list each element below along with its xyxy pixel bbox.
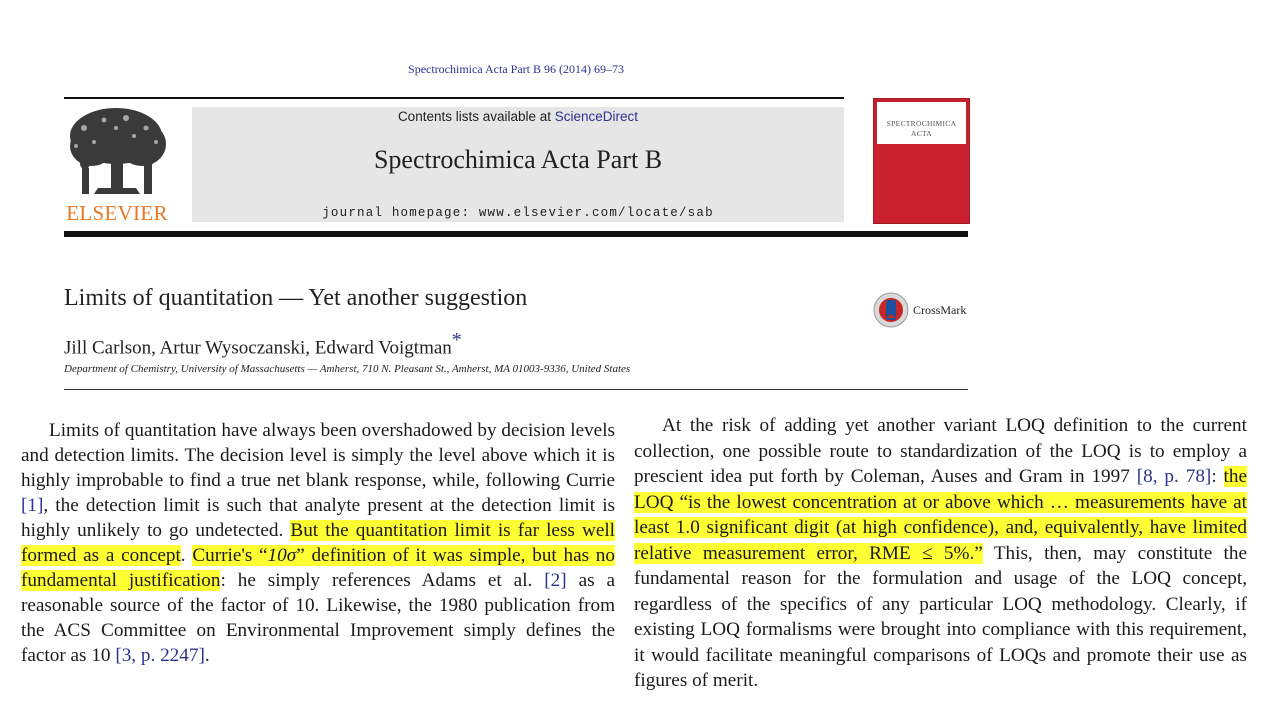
highlight-part: Currie's “ xyxy=(192,545,268,566)
highlight-italic: 10σ xyxy=(267,545,297,566)
text-span: as a reasonable source of the factor of 10. Likewise, the 1980 publication from the ACS Committee on Environmental Improvement simply defines the factor as 10 xyxy=(21,570,615,666)
elsevier-tree-icon xyxy=(64,106,170,202)
text-span: This, then, may constitute the fundamental reason for the formulation and usage of the LOQ concept, regardless of the specifics of any particular LOQ methodology. Clearly, if existing LOQ formalisms were brought into compliance with this requirement, it would facilitate meaningful comparisons of LOQs and promote their use as figures of merit. xyxy=(634,542,1247,691)
contents-line xyxy=(192,109,844,124)
text-span: At the risk of adding yet another variant LOQ definition to the current collection, one possible route to standardization of the LOQ is to employ a prescient idea put forth by Coleman, Auses and Gram in 1997 xyxy=(634,415,1247,487)
crossmark-icon xyxy=(873,292,909,328)
text-span: Limits of quantitation have always been overshadowed by decision levels and detection limits. The decision level is simply the level above which it is highly improbable to find a true net blank response, while, following Currie xyxy=(21,420,615,491)
crossmark-badge[interactable] xyxy=(873,292,973,328)
highlighted-text: But the quantitation limit is far less well formed as a concept xyxy=(21,520,615,566)
header-bottom-rule xyxy=(64,231,968,237)
affiliation: Department of Chemistry, University of Massachusetts — Amherst, 710 N. Pleasant St., Amherst, MA 01003-9336, United States xyxy=(64,363,631,375)
elsevier-logo[interactable] xyxy=(64,106,170,224)
crossmark-label: CrossMark xyxy=(913,303,967,317)
elsevier-wordmark: ELSEVIER xyxy=(66,201,168,225)
text-span: : he simply references Adams et al. xyxy=(220,570,545,591)
contents-prefix: Contents lists available at xyxy=(397,109,555,124)
header-top-rule xyxy=(64,97,844,99)
journal-cover-thumbnail[interactable] xyxy=(873,98,970,224)
cover-title xyxy=(878,119,965,139)
journal-name: Spectrochimica Acta Part B xyxy=(373,145,663,174)
text-span: , the detection limit is such that analyte present at the detection limit is highly unlikely to go undetected. xyxy=(21,495,615,541)
journal-banner xyxy=(192,107,844,222)
author-names: Jill Carlson, Artur Wysoczanski, Edward Voigtman xyxy=(64,337,452,359)
reference-link[interactable]: [2] xyxy=(544,570,567,591)
corresponding-author-link[interactable]: * xyxy=(451,329,462,351)
reference-link[interactable]: [3, p. 2247] xyxy=(115,645,205,666)
article-title: Limits of quantitation — Yet another suggestion xyxy=(64,285,528,311)
right-column-paragraph xyxy=(634,413,1247,694)
journal-homepage[interactable]: journal homepage: www.elsevier.com/locate/sab xyxy=(322,206,714,220)
cover-title-line1: SPECTROCHIMICA xyxy=(886,119,957,128)
left-column-paragraph xyxy=(21,418,615,668)
authors-line xyxy=(64,329,462,359)
text-span: : xyxy=(1211,466,1224,487)
sciencedirect-link[interactable]: ScienceDirect xyxy=(554,109,639,124)
highlight-part: ” definition of it was simple, but has no fundamental justification xyxy=(21,545,615,591)
highlighted-text: the LOQ “is the lowest concentration at or above which … measurements have at least 1.0 significant digit (at high confidence), and, equivalently, have limited relative measurement error, RME ≤ 5%.” xyxy=(634,466,1247,564)
text-span: . xyxy=(204,645,210,666)
journal-citation[interactable]: Spectrochimica Acta Part B 96 (2014) 69–73 xyxy=(408,62,624,76)
text-span: . xyxy=(180,545,193,566)
reference-link[interactable]: [8, p. 78] xyxy=(1136,466,1212,487)
reference-link[interactable]: [1] xyxy=(21,495,44,516)
cover-title-line2: ACTA xyxy=(910,129,932,138)
metadata-rule xyxy=(64,389,968,390)
